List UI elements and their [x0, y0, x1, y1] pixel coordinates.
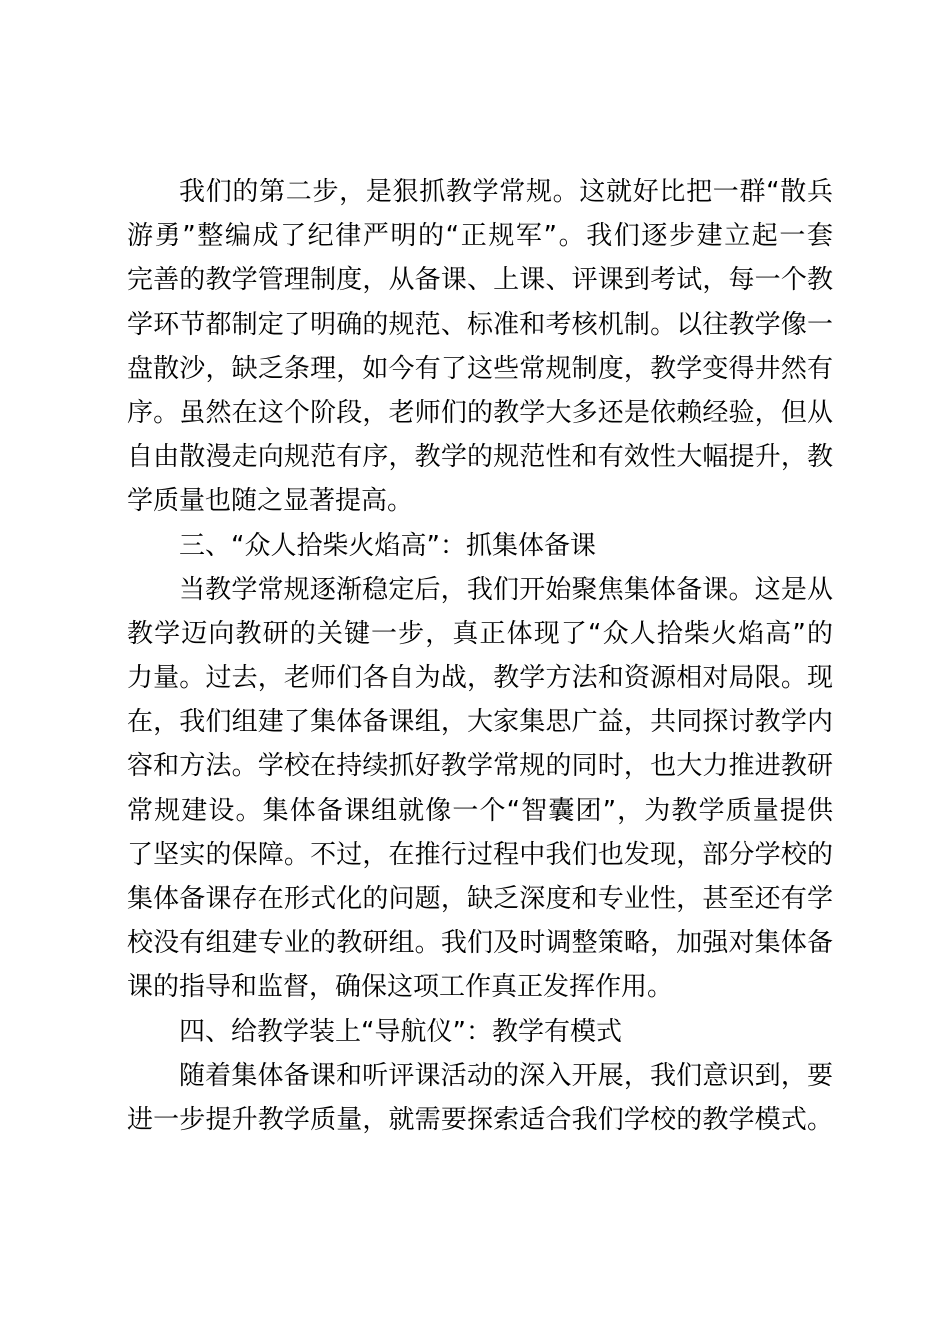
- paragraph-line: 校没有组建专业的教研组。我们及时调整策略，加强对集体备: [127, 928, 833, 959]
- paragraph-line: 常规建设。集体备课组就像一个“智囊团”，为教学质量提供: [127, 795, 833, 826]
- paragraph-line: 序。虽然在这个阶段，老师们的教学大多还是依赖经验，但从: [127, 397, 833, 428]
- paragraph-line: 课的指导和监督，确保这项工作真正发挥作用。: [127, 972, 674, 1003]
- paragraph-line: 在，我们组建了集体备课组，大家集思广益，共同探讨教学内: [127, 707, 833, 738]
- section-heading: 三、“众人拾柴火焰高”：抓集体备课: [179, 530, 596, 561]
- paragraph-line: 力量。过去，老师们各自为战，教学方法和资源相对局限。现: [127, 663, 833, 694]
- paragraph-line: 进一步提升教学质量，就需要探索适合我们学校的教学模式。: [127, 1104, 833, 1135]
- section-heading: 四、给教学装上“导航仪”：教学有模式: [179, 1016, 622, 1047]
- document-body: [127, 170, 833, 1142]
- paragraph-line: 当教学常规逐渐稳定后，我们开始聚焦集体备课。这是从: [179, 574, 833, 605]
- paragraph-line: 集体备课存在形式化的问题，缺乏深度和专业性，甚至还有学: [127, 884, 833, 914]
- paragraph-line: 了坚实的保障。不过，在推行过程中我们也发现，部分学校的: [127, 839, 833, 870]
- paragraph-line: 学质量也随之显著提高。: [127, 486, 414, 517]
- paragraph-line: 随着集体备课和听评课活动的深入开展，我们意识到，要: [179, 1060, 833, 1091]
- paragraph-line: 容和方法。学校在持续抓好教学常规的同时，也大力推进教研: [127, 751, 833, 782]
- paragraph-line: 我们的第二步，是狠抓教学常规。这就好比把一群“散兵: [179, 177, 833, 207]
- paragraph-line: 学环节都制定了明确的规范、标准和考核机制。以往教学像一: [127, 309, 833, 340]
- paragraph-line: 自由散漫走向规范有序，教学的规范性和有效性大幅提升，教: [127, 442, 833, 473]
- paragraph-line: 盘散沙，缺乏条理，如今有了这些常规制度，教学变得井然有: [127, 353, 833, 384]
- paragraph-line: 教学迈向教研的关键一步，真正体现了“众人拾柴火焰高”的: [127, 618, 833, 649]
- paragraph-line: 游勇”整编成了纪律严明的“正规军”。我们逐步建立起一套: [127, 221, 833, 252]
- paragraph-line: 完善的教学管理制度，从备课、上课、评课到考试，每一个教: [127, 265, 833, 296]
